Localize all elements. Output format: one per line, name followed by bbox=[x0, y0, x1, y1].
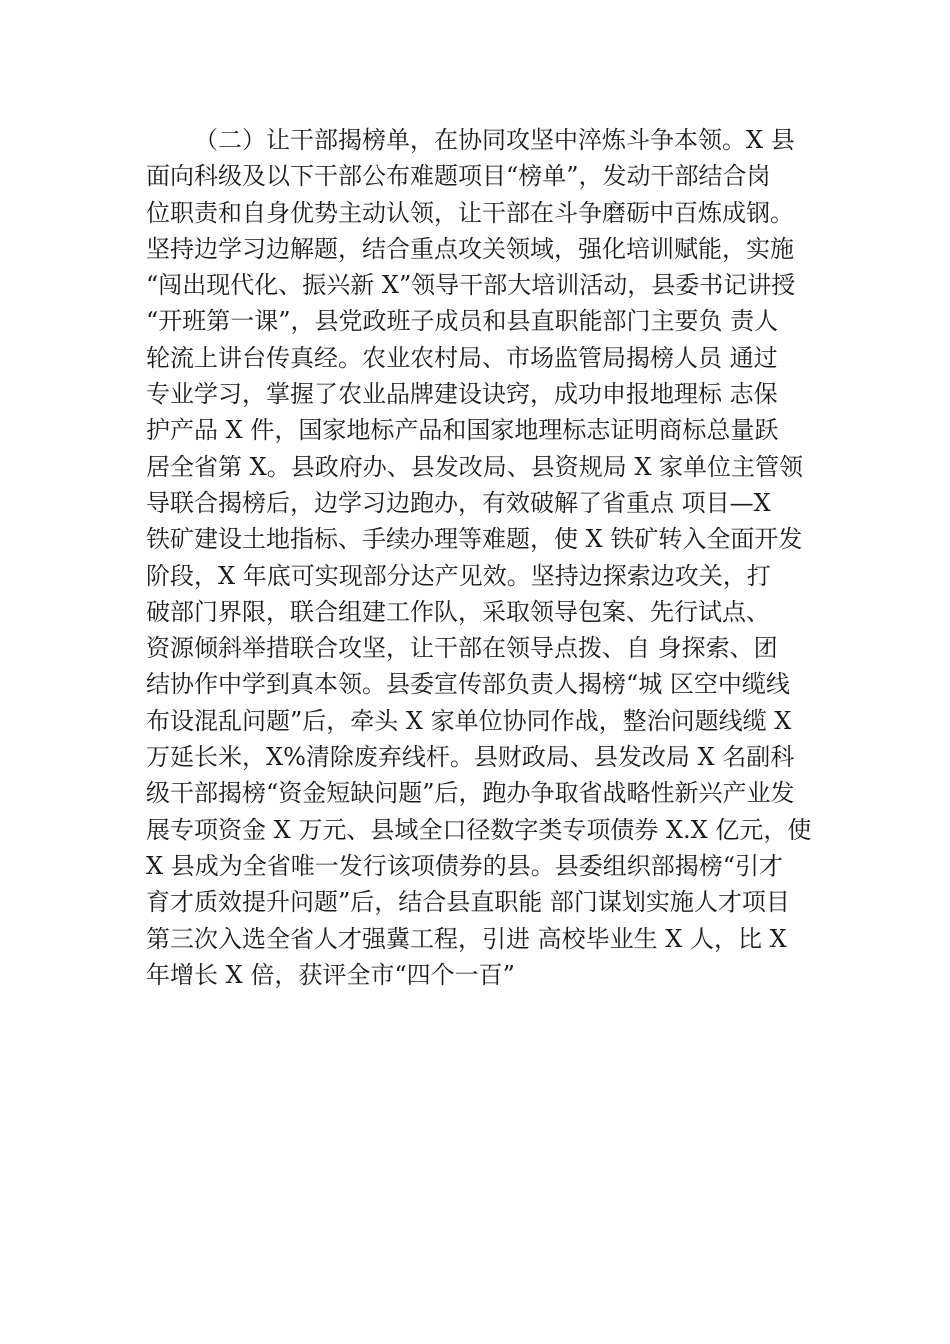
paragraph-line: “闯出现代化、振兴新 X”领导干部大培训活动，县委书记讲授 bbox=[146, 271, 796, 300]
paragraph-line: 轮流上讲台传真经。农业农村局、市场监管局揭榜人员 通过 bbox=[146, 343, 778, 372]
paragraph-line: 级干部揭榜“资金短缺问题”后，跑办争取省战略性新兴产业发 bbox=[146, 779, 795, 808]
paragraph-line: X 县成为全省唯一发行该项债券的县。县委组织部揭榜“引才 bbox=[146, 851, 783, 880]
paragraph-line: 年增长 X 倍，获评全市“四个一百” bbox=[146, 960, 515, 989]
paragraph-line: 资源倾斜举措联合攻坚，让干部在领导点拨、自 身探索、团 bbox=[146, 634, 778, 663]
paragraph-line: 面向科级及以下干部公布难题项目“榜单”，发动干部结合岗 bbox=[146, 162, 771, 191]
paragraph-line: 育才质效提升问题”后，结合县直职能 部门谋划实施人才项目 bbox=[146, 888, 790, 917]
paragraph-line: 万延长米，X%清除废弃线杆。县财政局、县发改局 X 名副科 bbox=[146, 743, 795, 772]
paragraph-line: 护产品 X 件，国家地标产品和国家地理标志证明商标总量跃 bbox=[146, 416, 779, 445]
paragraph-line: 破部门界限，联合组建工作队，采取领导包案、先行试点、 bbox=[146, 597, 770, 626]
paragraph-line: 专业学习，掌握了农业品牌建设诀窍，成功申报地理标 志保 bbox=[146, 380, 778, 409]
body-paragraph bbox=[146, 122, 846, 993]
paragraph-line: 导联合揭榜后，边学习边跑办，有效破解了省重点 项目—X bbox=[146, 488, 771, 517]
paragraph-line: （二）让干部揭榜单，在协同攻坚中淬炼斗争本领。X 县 bbox=[194, 126, 795, 154]
paragraph-line: 坚持边学习边解题，结合重点攻关领域，强化培训赋能，实施 bbox=[146, 234, 794, 263]
paragraph-line: 居全省第 X。县政府办、县发改局、县资规局 X 家单位主管领 bbox=[146, 452, 804, 481]
paragraph-line: 结协作中学到真本领。县委宣传部负责人揭榜“城 区空中缆线 bbox=[146, 670, 790, 699]
paragraph-line: 阶段，X 年底可实现部分达产见效。坚持边探索边攻关，打 bbox=[146, 561, 771, 590]
paragraph-line: 铁矿建设土地指标、手续办理等难题，使 X 铁矿转入全面开发 bbox=[146, 525, 803, 554]
paragraph-line: 布设混乱问题”后，牵头 X 家单位协同作战，整治问题线缆 X bbox=[146, 706, 792, 735]
paragraph-line: 展专项资金 X 万元、县域全口径数字类专项债券 X.X 亿元，使 bbox=[146, 815, 812, 844]
paragraph-line: 第三次入选全省人才强冀工程，引进 高校毕业生 X 人，比 X bbox=[146, 924, 787, 953]
paragraph-line: “开班第一课”，县党政班子成员和县直职能部门主要负 责人 bbox=[146, 307, 779, 336]
paragraph-line: 位职责和自身优势主动认领，让干部在斗争磨砺中百炼成钢。 bbox=[146, 198, 794, 227]
